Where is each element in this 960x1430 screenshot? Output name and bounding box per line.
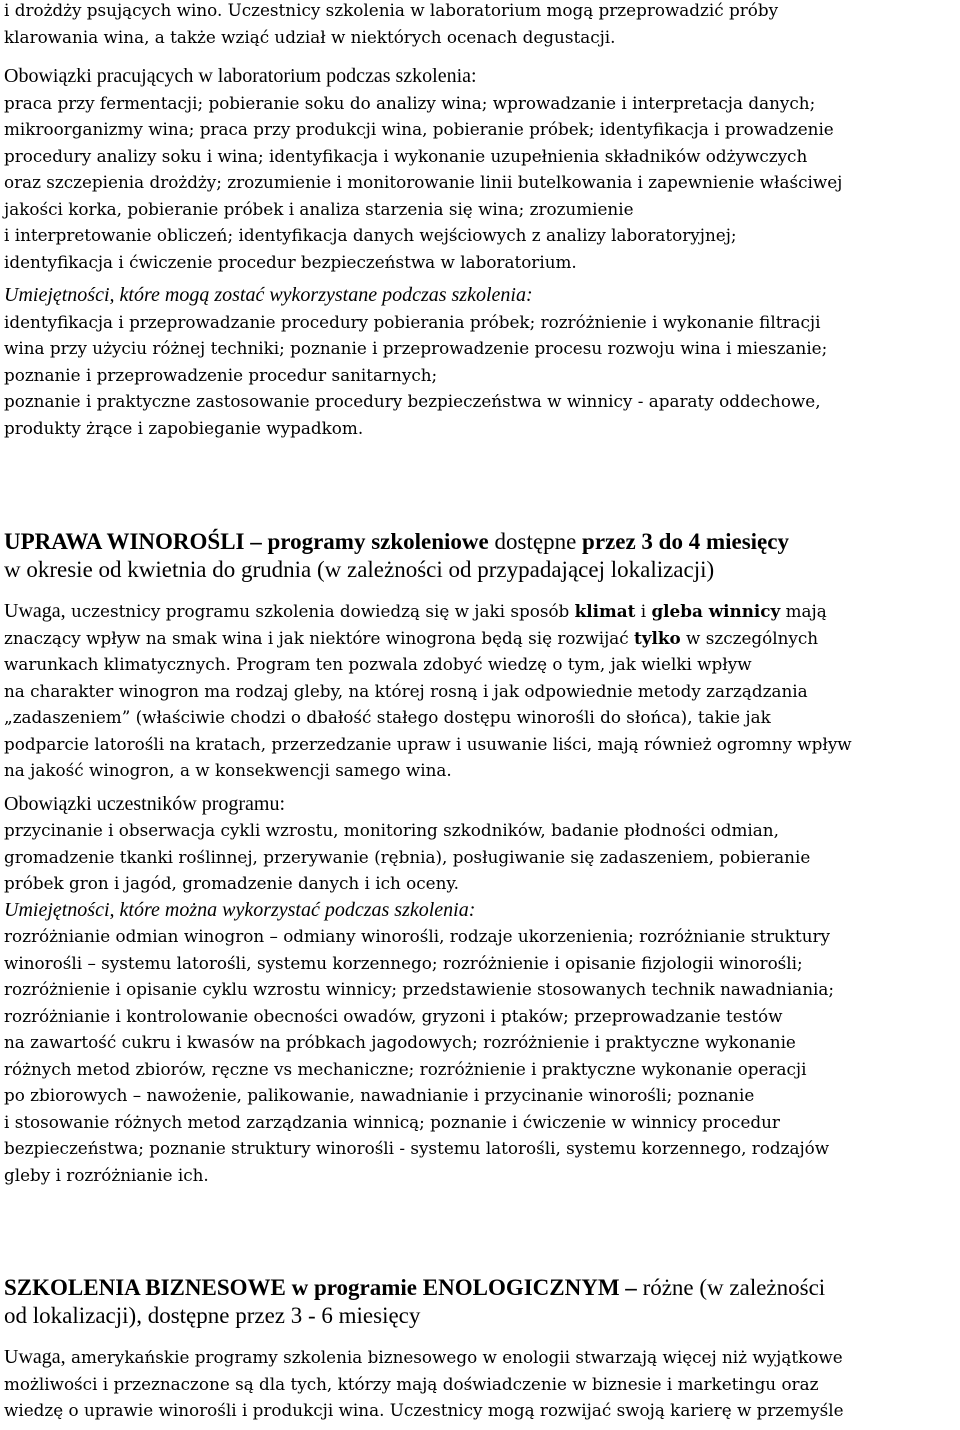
lab-duties-text: praca przy fermentacji; pobieranie soku do analizy wina; wprowadzanie i interpretacja danych; mikroorganizmy wina; praca przy produkcji wina, pobieranie próbek; identyfikacja i prowadzenie procedury analizy soku i wina; identyfikacja i wykonanie uzupełnienia składników odżywczych oraz szczepienia drożdży; zrozumienie i monitorowanie linii butelkowania i zapewnienie właściwej jakości korka, pobieranie próbek i analiza starzenia się wina; zrozumienie i interpretowanie obliczeń; identyfikacja danych wejściowych z analizy laboratoryjnej; identyfikacja i ćwiczenie procedur bezpieczeństwa w laboratorium. — [4, 92, 843, 272]
vine-uwaga-label: Uwaga, — [4, 600, 66, 622]
business-title-normal: różne (w zależności — [636, 1275, 826, 1300]
vine-skills-text: rozróżnianie odmian winogron – odmiany winorośli, rodzaje ukorzenienia; rozróżnianie struktury winorośli – systemu latorośli, systemu korzennego; rozróżnienie i opisanie fizjologii winorośli; rozróżnienie i opisanie cyklu wzrostu winnicy; przedstawienie stosowanych technik nawadniania; rozróżnianie i kontrolowanie obecności owadów, gryzoni i ptaków; przeprowadzanie testów na zawartość cukru i kwasów na próbkach jagodowych; rozróżnienie i praktyczne wykonanie różnych metod zbiorów, ręczne vs mechaniczne; rozróżnienie i praktyczne wykonanie operacji po zbiorowych – nawożenie, palikowanie, nawadnianie i przycinanie winorośli; poznanie i stosowanie różnych metod zarządzania winnicą; poznanie i ćwiczenie w winnicy procedur bezpieczeństwa; poznanie struktury winorośli - systemu latorośli, systemu korzennego, rodzajów gleby i rozróżnianie ich. — [4, 926, 835, 1185]
business-uwaga-label: Uwaga, — [4, 1346, 66, 1368]
business-section — [4, 1274, 960, 1424]
vine-title-bold2: przez 3 do 4 miesięcy — [582, 529, 789, 554]
business-title — [4, 1274, 960, 1302]
vine-uwaga-bold-klimat: klimat — [574, 601, 636, 621]
vine-uwaga-text1: uczestnicy programu szkolenia dowiedzą się w jaki sposób — [65, 601, 575, 621]
lab-duties-heading: Obowiązki pracujących w laboratorium podczas szkolenia: — [4, 65, 477, 87]
vine-section — [4, 528, 960, 1188]
vine-title-normal1: szkoleniowe — [365, 529, 495, 554]
vine-skills-heading: Umiejętności, które można wykorzystać podczas szkolenia: — [4, 898, 476, 921]
vine-uwaga-paragraph — [4, 598, 960, 784]
vine-title — [4, 528, 960, 556]
vine-uwaga-text4: w szczególnych warunkach klimatycznych. Program ten pozwala zdobyć wiedzę o tym, jak wielki wpływ na charakter winogron ma rodzaj gleby, na której rosną i jak odpowiednie metody zarządzania „zadaszeniem” (właściwie chodzi o dbałość stałego dostępu winorośli do słońca), takie jak podparcie latorośli na kratach, przerzedzanie upraw i usuwanie liści, mają również ogromny wpływ na jakość winogron, a w konsekwencji samego wina. — [4, 627, 852, 780]
lab-skills-text: identyfikacja i przeprowadzanie procedury pobierania próbek; rozróżnienie i wykonanie filtracji wina przy użyciu różnej techniki; poznanie i przeprowadzenie procesu rozwoju wina i mieszanie; poznanie i przeprowadzenie procedur sanitarnych; poznanie i praktyczne zastosowanie procedury bezpieczeństwa w winnicy - aparaty oddechowe, produkty żrące i zapobieganie wypadkom. — [4, 311, 828, 438]
vine-title-bold1: UPRAWA WINOROŚLI – programy — [4, 529, 366, 554]
business-title-bold: SZKOLENIA BIZNESOWE w programie ENOLOGICZNYM – — [4, 1275, 637, 1300]
vine-duties-heading: Obowiązki uczestników programu: — [4, 792, 286, 815]
vine-uwaga-text3: mają znaczący wpływ na smak wina i jak niektóre winogrona będą się rozwijać — [4, 601, 827, 648]
vine-duties-text: przycinanie i obserwacja cykli wzrostu, monitoring szkodników, badanie płodności odmian, gromadzenie tkanki roślinnej, przerywanie (rębnia), posługiwanie się zadaszeniem, pobieranie próbek gron i jagód, gromadzenie danych i ich oceny. — [4, 820, 811, 893]
intro-paragraph: i drożdży psujących wino. Uczestnicy szkolenia w laboratorium mogą przeprowadzić próby klarowania wina, a także wziąć udział w niektórych ocenach degustacji. — [4, 0, 779, 47]
lab-skills-heading: Umiejętności, które mogą zostać wykorzystane podczas szkolenia: — [4, 284, 533, 306]
business-subtitle: od lokalizacji), dostępne przez 3 - 6 miesięcy — [4, 1303, 421, 1328]
lab-section — [4, 63, 960, 441]
intro-section — [4, 0, 960, 50]
business-uwaga-paragraph — [4, 1344, 960, 1424]
business-uwaga-text: amerykańskie programy szkolenia biznesowego w enologii stwarzają więcej niż wyjątkowe możliwości i przeznaczone są dla tych, którzy mają doświadczenie w biznesie i marketingu oraz wiedzę o uprawie winorośli i produkcji wina. Uczestnicy mogą rozwijać swoją karierę w przemyśle — [4, 1347, 844, 1420]
vine-uwaga-bold-tylko: tylko — [634, 627, 681, 648]
vine-uwaga-bold-gleba: gleba winnicy — [651, 601, 781, 621]
vine-subtitle: w okresie od kwietnia do grudnia (w zależności od przypadającej lokalizacji) — [4, 557, 715, 582]
vine-uwaga-text2: i — [635, 601, 652, 621]
vine-title-normal2: dostępne — [494, 529, 583, 554]
